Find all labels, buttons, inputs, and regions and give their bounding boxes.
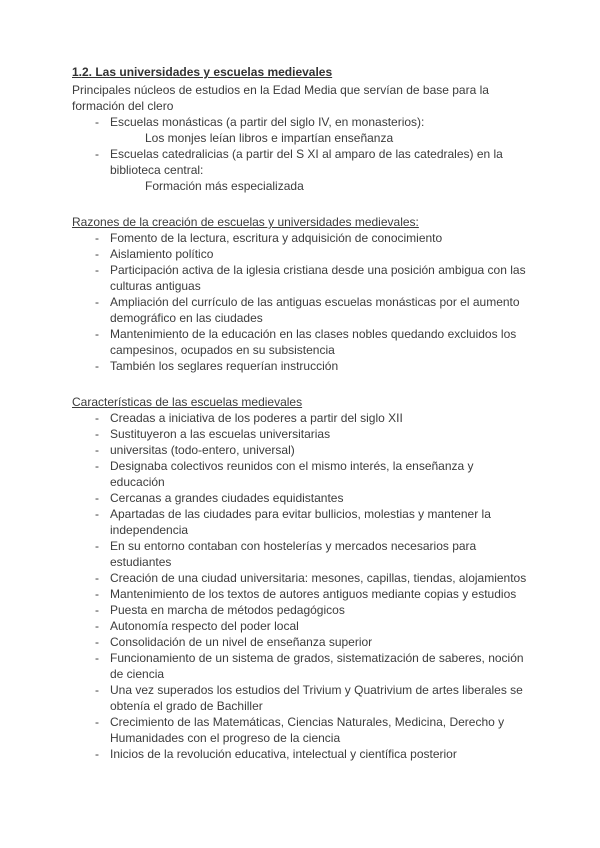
bullet-text: Cercanas a grandes ciudades equidistantes [110, 491, 344, 505]
bullet-dash-icon: - [95, 427, 99, 441]
bullet-dash-icon: - [95, 115, 99, 129]
bullet-dash-icon: - [95, 263, 99, 277]
section-list-caracteristicas [72, 410, 527, 762]
bullet-item [72, 714, 527, 746]
bullet-text: Ampliación del currículo de las antiguas escuelas monásticas por el aumento demográfico en las ciudades [110, 295, 520, 325]
bullet-item [72, 246, 527, 262]
bullet-text: Mantenimiento de los textos de autores antiguos mediante copias y estudios [110, 587, 517, 601]
bullet-item [72, 570, 527, 586]
bullet-dash-icon: - [95, 539, 99, 553]
bullet-dash-icon: - [95, 715, 99, 729]
bullet-dash-icon: - [95, 359, 99, 373]
bullet-item [72, 358, 527, 374]
bullet-dash-icon: - [95, 411, 99, 425]
bullet-dash-icon: - [95, 507, 99, 521]
section-razones [72, 214, 527, 374]
sub-item-text: Los monjes leían libros e impartían enseñanza [145, 131, 394, 145]
bullet-text: Una vez superados los estudios del Trivium y Quatrivium de artes liberales se obtenía el grado de Bachiller [110, 683, 523, 713]
bullet-text: Designaba colectivos reunidos con el mismo interés, la enseñanza y educación [110, 459, 474, 489]
bullet-item [72, 146, 527, 178]
bullet-dash-icon: - [95, 747, 99, 761]
bullet-dash-icon: - [95, 327, 99, 341]
bullet-item [72, 618, 527, 634]
bullet-dash-icon: - [95, 443, 99, 457]
bullet-item [72, 294, 527, 326]
bullet-item [72, 746, 527, 762]
bullet-text: Puesta en marcha de métodos pedagógicos [110, 603, 345, 617]
bullet-text: Aislamiento político [110, 247, 214, 261]
bullet-text: También los seglares requerían instrucción [110, 359, 339, 373]
page-title: 1.2. Las universidades y escuelas medievales [72, 65, 333, 79]
bullet-item [72, 410, 527, 426]
sub-item-text: Formación más especializada [145, 179, 304, 193]
bullet-dash-icon: - [95, 147, 99, 161]
bullet-item [72, 114, 527, 130]
bullet-item [72, 682, 527, 714]
bullet-text: Creadas a iniciativa de los poderes a partir del siglo XII [110, 411, 403, 425]
bullet-text: Consolidación de un nivel de enseñanza superior [110, 635, 373, 649]
bullet-dash-icon: - [95, 295, 99, 309]
bullet-item [72, 490, 527, 506]
bullet-item [72, 442, 527, 458]
bullet-dash-icon: - [95, 587, 99, 601]
bullet-dash-icon: - [95, 247, 99, 261]
bullet-text: Participación activa de la iglesia cristiana desde una posición ambigua con las culturas antiguas [110, 263, 526, 293]
intro-bullet-list [72, 114, 527, 194]
bullet-dash-icon: - [95, 231, 99, 245]
bullet-item [72, 230, 527, 246]
section-caracteristicas [72, 394, 527, 762]
bullet-text: En su entorno contaban con hostelerías y mercados necesarios para estudiantes [110, 539, 477, 569]
bullet-dash-icon: - [95, 635, 99, 649]
bullet-text: Crecimiento de las Matemáticas, Ciencias Naturales, Medicina, Derecho y Humanidades con el progreso de la ciencia [110, 715, 505, 745]
bullet-dash-icon: - [95, 603, 99, 617]
section-heading-razones: Razones de la creación de escuelas y universidades medievales: [72, 215, 419, 229]
section-heading-caracteristicas: Características de las escuelas medievales [72, 395, 303, 409]
bullet-text: Escuelas catedralicias (a partir del S XI al amparo de las catedrales) en la biblioteca central: [110, 147, 503, 177]
bullet-dash-icon: - [95, 651, 99, 665]
bullet-item [72, 426, 527, 442]
bullet-item [72, 538, 527, 570]
bullet-dash-icon: - [95, 459, 99, 473]
bullet-item [72, 506, 527, 538]
bullet-text: Inicios de la revolución educativa, intelectual y científica posterior [110, 747, 457, 761]
bullet-text: Fomento de la lectura, escritura y adquisición de conocimiento [110, 231, 443, 245]
intro-paragraph: Principales núcleos de estudios en la Edad Media que servían de base para la formación del clero [72, 83, 489, 113]
bullet-item [72, 602, 527, 618]
bullet-text: Escuelas monásticas (a partir del siglo IV, en monasterios): [110, 115, 425, 129]
bullet-text: Apartadas de las ciudades para evitar bullicios, molestias y mantener la independencia [110, 507, 491, 537]
bullet-text: Creación de una ciudad universitaria: mesones, capillas, tiendas, alojamientos [110, 571, 527, 585]
bullet-dash-icon: - [95, 683, 99, 697]
bullet-text: Sustituyeron a las escuelas universitarias [110, 427, 331, 441]
bullet-dash-icon: - [95, 619, 99, 633]
bullet-text: universitas (todo-entero, universal) [110, 443, 295, 457]
bullet-text: Autonomía respecto del poder local [110, 619, 299, 633]
section-list-razones [72, 230, 527, 374]
bullet-text: Funcionamiento de un sistema de grados, sistematización de saberes, noción de ciencia [110, 651, 524, 681]
bullet-dash-icon: - [95, 571, 99, 585]
bullet-item [72, 326, 527, 358]
bullet-dash-icon: - [95, 491, 99, 505]
bullet-item [72, 262, 527, 294]
bullet-item [72, 634, 527, 650]
bullet-item [72, 586, 527, 602]
bullet-item [72, 650, 527, 682]
bullet-item [72, 458, 527, 490]
bullet-text: Mantenimiento de la educación en las clases nobles quedando excluidos los campesinos, ocupados en su subsistencia [110, 327, 517, 357]
